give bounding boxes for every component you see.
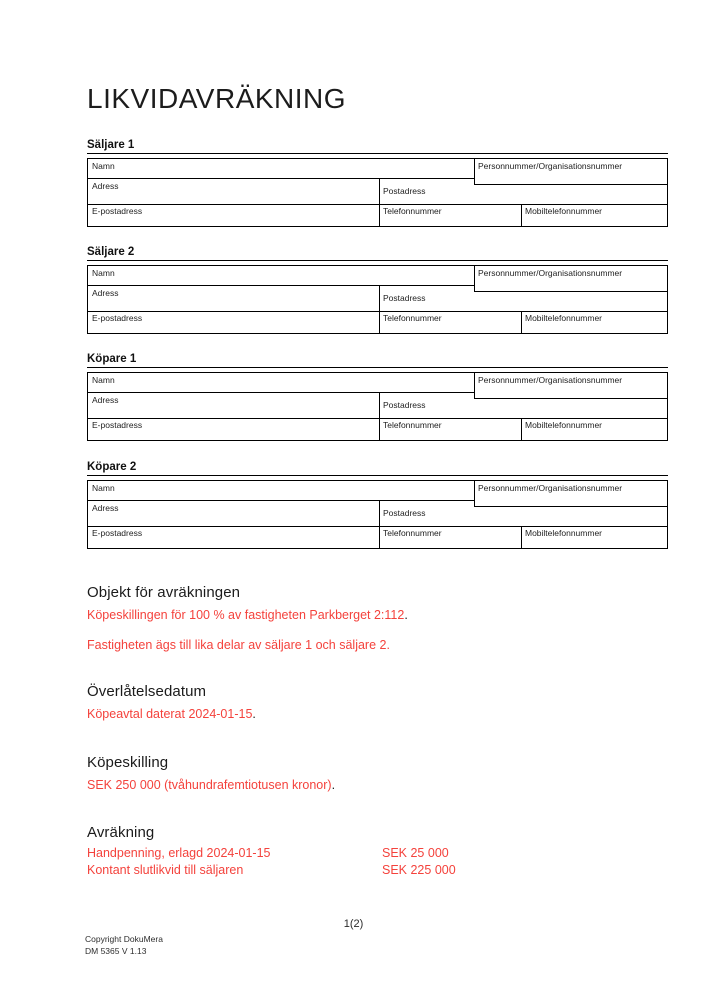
body-text: SEK 250 000 (tvåhundrafemtiotusen kronor) — [87, 778, 332, 792]
gridline — [474, 506, 667, 507]
field-label-mobiltelefonnummer: Mobiltelefonnummer — [525, 420, 603, 430]
field-label-personnummer: Personnummer/Organisationsnummer — [478, 483, 623, 493]
party-section-saljare-2 — [87, 246, 668, 334]
body-text: Köpeskillingen för 100 % av fastigheten Parkberget 2:112 — [87, 608, 405, 622]
gridline — [474, 373, 475, 399]
section-heading-objekt: Objekt för avräkningen — [87, 584, 241, 601]
gridline — [88, 526, 667, 527]
field-label-mobiltelefonnummer: Mobiltelefonnummer — [525, 206, 603, 216]
field-label-postadress: Postadress — [383, 400, 426, 410]
section-heading-avrakning: Avräkning — [87, 824, 155, 841]
field-label-adress: Adress — [92, 288, 119, 298]
section-heading-overlatelsedatum: Överlåtelsedatum — [87, 683, 207, 700]
body-text-period: . — [331, 778, 336, 792]
document-title: LIKVIDAVRÄKNING — [87, 83, 347, 114]
gridline — [88, 204, 667, 205]
body-text-period: . — [252, 707, 256, 721]
gridline — [88, 285, 475, 286]
gridline — [379, 500, 380, 548]
footer — [85, 934, 163, 957]
party-table — [87, 372, 668, 441]
settlement-row-amount: SEK 25 000 — [382, 846, 449, 860]
copyright-line: Copyright DokuMera — [85, 934, 163, 944]
field-label-personnummer: Personnummer/Organisationsnummer — [478, 161, 623, 171]
field-label-epostadress: E-postadress — [92, 206, 143, 216]
party-section-kopare-1 — [87, 353, 668, 441]
settlement-row-label: Kontant slutlikvid till säljaren — [87, 863, 244, 877]
gridline — [521, 526, 522, 548]
field-label-namn: Namn — [92, 483, 115, 493]
body-text-objekt-line1 — [87, 608, 408, 622]
gridline — [474, 266, 475, 292]
field-label-personnummer: Personnummer/Organisationsnummer — [478, 375, 623, 385]
gridline — [379, 178, 380, 226]
gridline — [474, 184, 667, 185]
gridline — [88, 311, 667, 312]
field-label-personnummer: Personnummer/Organisationsnummer — [478, 268, 623, 278]
field-label-telefonnummer: Telefonnummer — [383, 528, 442, 538]
field-label-telefonnummer: Telefonnummer — [383, 420, 442, 430]
gridline — [521, 418, 522, 440]
party-table — [87, 265, 668, 334]
field-label-mobiltelefonnummer: Mobiltelefonnummer — [525, 528, 603, 538]
field-label-epostadress: E-postadress — [92, 420, 143, 430]
gridline — [474, 291, 667, 292]
party-section-title: Säljare 2 — [87, 246, 668, 261]
body-text-objekt-line2: Fastigheten ägs till lika delar av säljare 1 och säljare 2. — [87, 638, 390, 652]
party-section-saljare-1 — [87, 139, 668, 227]
gridline — [88, 392, 475, 393]
field-label-postadress: Postadress — [383, 186, 426, 196]
body-text-period: . — [404, 608, 408, 622]
page-number: 1(2) — [343, 918, 364, 930]
doc-version: DM 5365 V 1.13 — [85, 945, 147, 956]
field-label-adress: Adress — [92, 181, 119, 191]
gridline — [379, 392, 380, 440]
field-label-mobiltelefonnummer: Mobiltelefonnummer — [525, 313, 603, 323]
party-table — [87, 480, 668, 549]
party-section-kopare-2 — [87, 461, 668, 549]
gridline — [474, 159, 475, 185]
field-label-epostadress: E-postadress — [92, 313, 143, 323]
gridline — [521, 311, 522, 333]
field-label-telefonnummer: Telefonnummer — [383, 206, 442, 216]
body-text-kopeskilling-line1 — [87, 778, 335, 792]
party-section-title: Köpare 2 — [87, 461, 668, 476]
gridline — [88, 418, 667, 419]
party-section-title: Köpare 1 — [87, 353, 668, 368]
gridline — [521, 204, 522, 226]
field-label-adress: Adress — [92, 395, 119, 405]
field-label-namn: Namn — [92, 375, 115, 385]
settlement-row — [87, 846, 547, 860]
party-table — [87, 158, 668, 227]
gridline — [88, 500, 475, 501]
field-label-namn: Namn — [92, 161, 115, 171]
field-label-epostadress: E-postadress — [92, 528, 143, 538]
body-text-overlatelsedatum-line1 — [87, 707, 256, 721]
field-label-adress: Adress — [92, 503, 119, 513]
settlement-row-amount: SEK 225 000 — [382, 863, 456, 877]
section-heading-kopeskilling: Köpeskilling — [87, 754, 169, 771]
field-label-namn: Namn — [92, 268, 115, 278]
settlement-row-label: Handpenning, erlagd 2024-01-15 — [87, 846, 271, 860]
gridline — [474, 398, 667, 399]
field-label-postadress: Postadress — [383, 293, 426, 303]
settlement-row — [87, 863, 547, 877]
party-section-title: Säljare 1 — [87, 139, 668, 154]
gridline — [379, 285, 380, 333]
gridline — [474, 481, 475, 507]
field-label-postadress: Postadress — [383, 508, 426, 518]
field-label-telefonnummer: Telefonnummer — [383, 313, 442, 323]
gridline — [88, 178, 475, 179]
body-text: Köpeavtal daterat 2024-01-15 — [87, 707, 253, 721]
